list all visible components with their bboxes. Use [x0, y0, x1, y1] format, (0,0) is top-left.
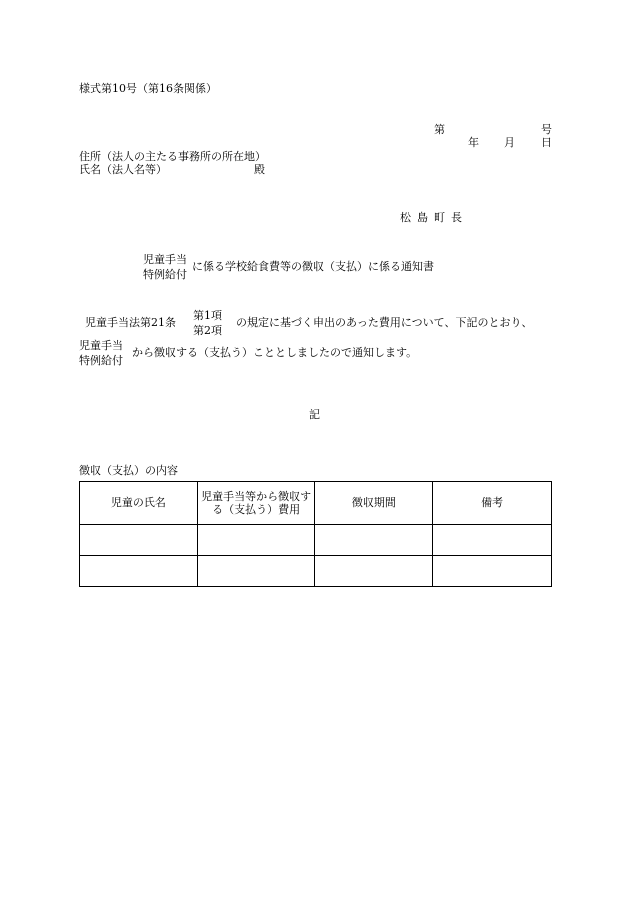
table-header-row — [80, 482, 552, 525]
issuer-name: 松島町長 — [400, 211, 468, 224]
cell-remarks[interactable] — [433, 556, 552, 587]
header-period: 徴収期間 — [315, 482, 433, 525]
body-option-special-benefit: 特例給付 — [79, 354, 123, 367]
cell-period[interactable] — [315, 556, 433, 587]
section-title: 徴収（支払）の内容 — [79, 464, 178, 477]
header-child-name: 児童の氏名 — [80, 482, 198, 525]
clause-option-2: 第2項 — [193, 324, 222, 337]
header-remarks: 備考 — [433, 482, 552, 525]
title-allowance-options — [143, 252, 187, 282]
cell-child-name[interactable] — [80, 525, 198, 556]
table-row — [80, 556, 552, 587]
clause-options — [193, 308, 222, 338]
ki-marker: 記 — [309, 408, 320, 421]
body-text-line2: から徴収する（支払う）こととしましたので通知します。 — [132, 346, 418, 359]
document-title: に係る学校給食費等の徴収（支払）に係る通知書 — [192, 260, 434, 273]
title-option-child-allowance: 児童手当 — [143, 253, 187, 266]
date-day: 日 — [541, 136, 552, 149]
title-option-special-benefit: 特例給付 — [143, 268, 187, 281]
cell-expense[interactable] — [197, 525, 315, 556]
cell-period[interactable] — [315, 525, 433, 556]
law-reference: 児童手当法第21条 — [85, 316, 176, 329]
cell-expense[interactable] — [197, 556, 315, 587]
number-prefix: 第 — [434, 123, 445, 136]
date-year: 年 — [468, 136, 479, 149]
clause-option-1: 第1項 — [193, 309, 222, 322]
form-number: 様式第10号（第16条関係） — [79, 82, 217, 95]
body-allowance-options — [79, 338, 123, 368]
name-label: 氏名（法人名等） — [79, 163, 167, 176]
honorific: 殿 — [254, 163, 265, 176]
details-table — [79, 481, 552, 587]
cell-child-name[interactable] — [80, 556, 198, 587]
cell-remarks[interactable] — [433, 525, 552, 556]
body-text-line1: の規定に基づく申出のあった費用について、下記のとおり、 — [236, 316, 533, 329]
date-month: 月 — [504, 136, 515, 149]
header-expense: 児童手当等から徴収する（支払う）費用 — [197, 482, 315, 525]
table-row — [80, 525, 552, 556]
address-label: 住所（法人の主たる事務所の所在地） — [79, 150, 266, 163]
number-suffix: 号 — [541, 123, 552, 136]
body-option-child-allowance: 児童手当 — [79, 339, 123, 352]
